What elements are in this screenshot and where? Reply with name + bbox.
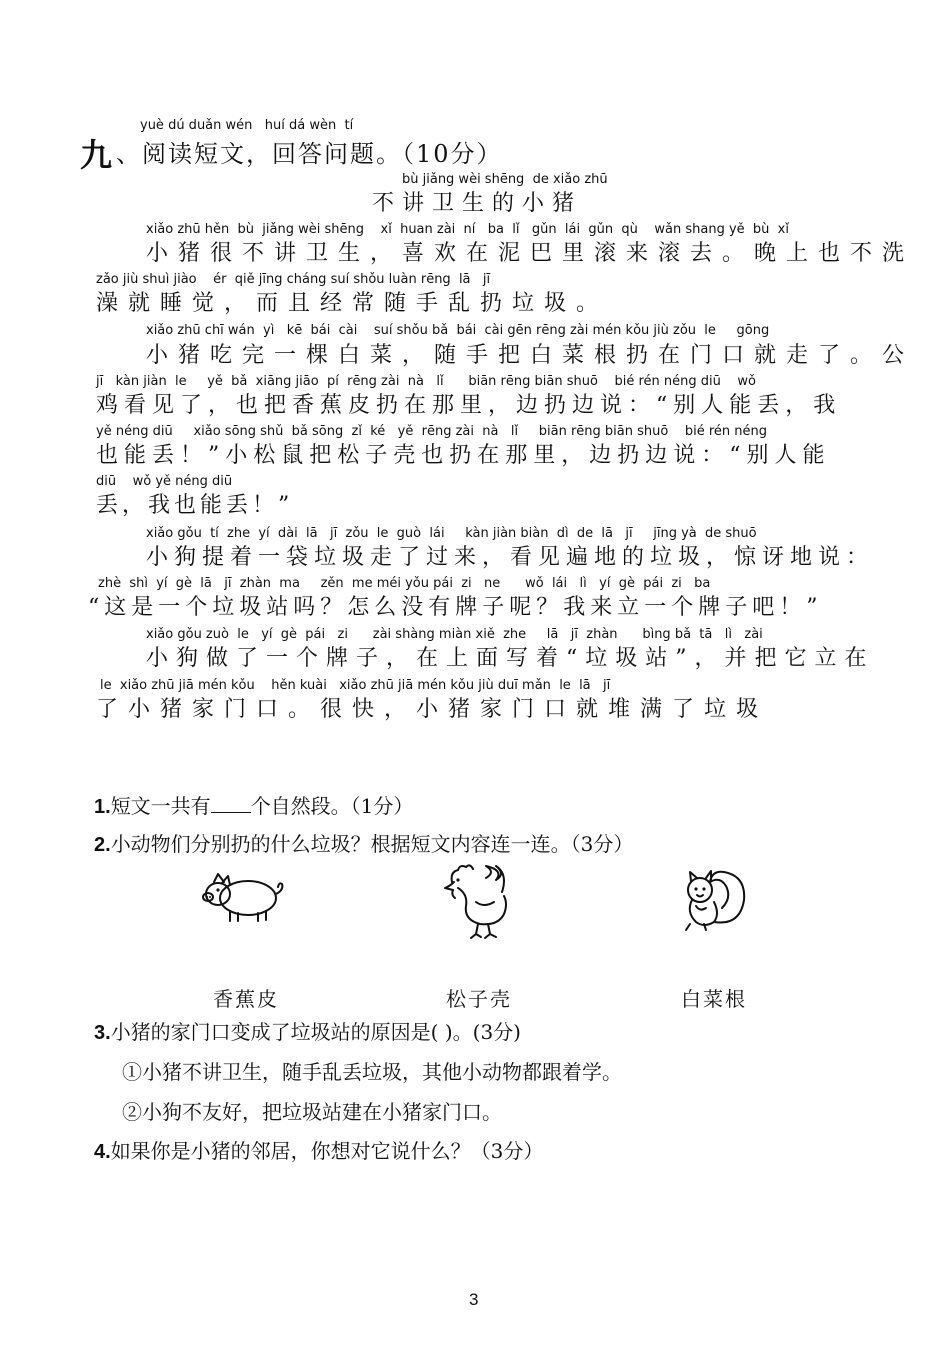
question-4-text: 如果你是小猪的邻居，你想对它说什么？（3分） xyxy=(110,1139,544,1163)
question-1-text-before: 短文一共有 xyxy=(110,794,211,818)
page-number: 3 xyxy=(469,1290,479,1309)
question-1-number: 1. xyxy=(94,796,111,818)
story-pinyin-5: yě néng diū xiǎo sōng shǔ bǎ sōng zǐ ké yě rēng zài nà lǐ biān rēng biān shuō bié rén néng xyxy=(96,424,767,439)
question-3-text: 小猪的家门口变成了垃圾站的原因是( )。(3分) xyxy=(110,1020,521,1044)
story-title-pinyin: bù jiǎng wèi shēng de xiǎo zhū xyxy=(402,172,608,187)
story-pinyin-6: diū wǒ yě néng diū xyxy=(96,474,233,489)
item-pine-nut-shell[interactable]: 松子壳 xyxy=(446,987,512,1011)
question-3-number: 3. xyxy=(94,1022,111,1044)
item-banana-peel[interactable]: 香蕉皮 xyxy=(213,987,279,1011)
story-line-9: 小狗做了一个牌子，在上面写着“垃圾站”，并把它立在 xyxy=(146,646,875,671)
story-line-5: 也能丢！”小松鼠把松子壳也扔在那里，边扔边说：“别人能 xyxy=(96,443,831,468)
story-line-4: 鸡看见了，也把香蕉皮扔在那里，边扔边说：“别人能丢，我 xyxy=(96,393,842,418)
story-line-6: 丢，我也能丢！” xyxy=(96,493,294,518)
question-1 xyxy=(94,790,413,819)
story-pinyin-7: xiǎo gǒu tí zhe yí dài lā jī zǒu le guò lái kàn jiàn biàn dì de lā jī jīng yà de shuō xyxy=(146,526,757,541)
story-pinyin-8: zhè shì yí gè lā jī zhàn ma zěn me méi yǒu pái zi ne wǒ lái lì yí gè pái zi ba xyxy=(98,576,711,591)
pig-icon xyxy=(200,870,290,925)
story-line-7: 小狗提着一袋垃圾走了过来，看见遍地的垃圾，惊讶地说： xyxy=(146,545,875,570)
squirrel-icon xyxy=(678,866,750,938)
question-2-text: 小动物们分别扔的什么垃圾？根据短文内容连一连。（3分） xyxy=(110,832,634,856)
story-line-10: 了小猪家门口。很快，小猪家门口就堆满了垃圾 xyxy=(96,697,769,722)
story-pinyin-3: xiǎo zhū chī wán yì kē bái cài suí shǒu bǎ bái cài gēn rēng zài mén kǒu jiù zǒu le gōng xyxy=(146,323,770,338)
story-pinyin-1: xiǎo zhū hěn bù jiǎng wèi shēng xǐ huan zài ní ba lǐ gǔn lái gǔn qù wǎn shang yě bù xǐ xyxy=(146,222,789,237)
story-pinyin-4: jī kàn jiàn le yě bǎ xiāng jiāo pí rēng zài nà lǐ biān rēng biān shuō bié rén néng diū wǒ xyxy=(96,374,756,389)
story-line-1: 小猪很不讲卫生，喜欢在泥巴里滚来滚去。晚上也不洗 xyxy=(146,241,915,266)
section-title: 、阅读短文，回答问题。（10分） xyxy=(116,140,503,168)
option-1[interactable]: ①小猪不讲卫生，随手乱丢垃圾，其他小动物都跟着学。 xyxy=(122,1060,622,1084)
story-line-2: 澡就睡觉，而且经常随手乱扔垃圾。 xyxy=(96,291,609,316)
story-pinyin-9: xiǎo gǒu zuò le yí gè pái zi zài shàng miàn xiě zhe lā jī zhàn bìng bǎ tā lì zài xyxy=(146,627,763,642)
option-2[interactable]: ②小狗不友好，把垃圾站建在小猪家门口。 xyxy=(122,1100,502,1124)
rooster-icon xyxy=(438,862,520,940)
question-4 xyxy=(94,1135,543,1164)
section-number: 九 xyxy=(80,136,113,174)
question-3 xyxy=(94,1016,521,1045)
question-4-number: 4. xyxy=(94,1141,111,1163)
story-line-8: “这是一个垃圾站吗？怎么没有牌子呢？我来立一个牌子吧！” xyxy=(88,595,823,620)
question-1-text-after: 个自然段。（1分） xyxy=(250,794,414,818)
story-pinyin-10: le xiǎo zhū jiā mén kǒu hěn kuài xiǎo zhū jiā mén kǒu jiù duī mǎn le lā jī xyxy=(100,678,611,693)
question-2 xyxy=(94,828,633,857)
section-title-pinyin: yuè dú duǎn wén huí dá wèn tí xyxy=(140,118,354,133)
item-cabbage-root[interactable]: 白菜根 xyxy=(681,987,747,1011)
story-line-3: 小猪吃完一棵白菜，随手把白菜根扔在门口就走了。公 xyxy=(146,343,915,368)
answer-blank[interactable] xyxy=(211,794,251,813)
story-pinyin-2: zǎo jiù shuì jiào ér qiě jīng cháng suí shǒu luàn rēng lā jī xyxy=(96,272,491,287)
question-2-number: 2. xyxy=(94,834,111,856)
story-title: 不讲卫生的小猪 xyxy=(372,191,583,216)
